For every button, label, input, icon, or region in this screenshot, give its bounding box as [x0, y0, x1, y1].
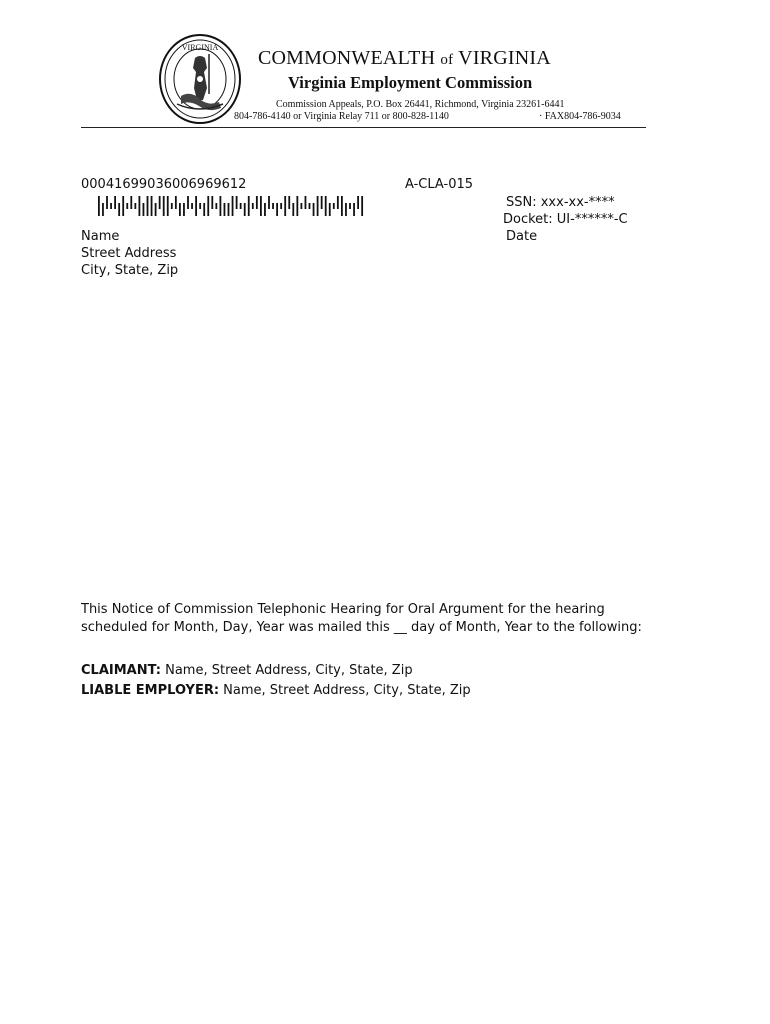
postal-barcode	[98, 196, 368, 216]
barcode-bar	[151, 196, 153, 216]
agency-name: Virginia Employment Commission	[288, 73, 533, 92]
svg-text:VIRGINIA: VIRGINIA	[181, 43, 219, 52]
notice-line-1: This Notice of Commission Telephonic Hearing for Oral Argument for the hearing	[81, 602, 605, 617]
barcode-bar	[102, 203, 104, 216]
agency-fax: · FAX804-786-9034	[539, 111, 621, 122]
barcode-bar	[114, 196, 116, 209]
barcode-bar	[110, 203, 112, 209]
barcode-bar	[191, 203, 193, 209]
barcode-bar	[305, 196, 307, 209]
recipient-name: Name	[81, 229, 120, 244]
barcode-bar	[139, 196, 141, 216]
barcode-bar	[179, 203, 181, 216]
recipient-street: Street Address	[81, 246, 177, 261]
barcode-bar	[256, 196, 258, 209]
barcode-bar	[321, 196, 323, 209]
barcode-bar	[175, 196, 177, 209]
employer-line	[81, 683, 471, 698]
barcode-bar	[325, 196, 327, 216]
barcode-bar	[122, 196, 124, 216]
barcode-bar	[284, 196, 286, 216]
barcode-bar	[106, 196, 108, 209]
barcode-bar	[159, 196, 161, 209]
barcode-bar	[220, 196, 222, 216]
barcode-bar	[301, 203, 303, 209]
barcode-bar	[155, 203, 157, 216]
barcode-bar	[357, 196, 359, 209]
barcode-bar	[163, 196, 165, 216]
barcode-bar	[183, 203, 185, 216]
barcode-bar	[171, 203, 173, 209]
barcode-bar	[167, 196, 169, 216]
barcode-bar	[268, 196, 270, 209]
state-seal-icon	[159, 34, 241, 124]
header-divider	[81, 127, 646, 128]
barcode-bar	[130, 196, 132, 209]
barcode-bar	[317, 196, 319, 216]
recipient-city: City, State, Zip	[81, 263, 179, 278]
barcode-bar	[345, 203, 347, 216]
barcode-bar	[187, 196, 189, 209]
claimant-line	[81, 663, 413, 678]
agency-phone: 804-786-4140 or Virginia Relay 711 or 800-828-1140	[234, 111, 449, 122]
docket-field: Docket: UI-******-C	[503, 212, 628, 227]
header-title-part2: VIRGINIA	[458, 47, 551, 69]
barcode-bar	[147, 196, 149, 216]
barcode-bar	[276, 203, 278, 216]
barcode-bar	[195, 196, 197, 216]
barcode-bar	[309, 203, 311, 209]
barcode-bar	[349, 203, 351, 209]
agency-address: Commission Appeals, P.O. Box 26441, Richmond, Virginia 23261-6441	[276, 99, 565, 110]
claimant-value: Name, Street Address, City, State, Zip	[160, 663, 413, 678]
barcode-bar	[272, 203, 274, 209]
employer-label: LIABLE EMPLOYER:	[81, 683, 220, 698]
barcode-bar	[134, 203, 136, 209]
barcode-bar	[260, 196, 262, 216]
barcode-bar	[236, 196, 238, 209]
claimant-label: CLAIMANT:	[81, 663, 161, 678]
header-title	[258, 47, 551, 70]
barcode-bar	[199, 203, 201, 209]
barcode-bar	[288, 196, 290, 209]
notice-line-2: scheduled for Month, Day, Year was mailed this __ day of Month, Year to the following:	[81, 620, 642, 635]
header-title-of: of	[440, 52, 454, 68]
ssn-field: SSN: xxx-xx-****	[506, 195, 615, 210]
barcode-bar	[329, 203, 331, 216]
barcode-bar	[252, 203, 254, 209]
header-title-part1: COMMONWEALTH	[258, 47, 436, 69]
barcode-bar	[361, 196, 363, 216]
barcode-bar	[211, 196, 213, 209]
barcode-bar	[280, 203, 282, 209]
barcode-bar	[313, 203, 315, 216]
barcode-bar	[126, 203, 128, 209]
barcode-bar	[232, 196, 234, 216]
barcode-bar	[98, 196, 100, 216]
barcode-bar	[228, 203, 230, 216]
barcode-bar	[240, 203, 242, 209]
barcode-bar	[207, 196, 209, 216]
barcode-bar	[244, 203, 246, 216]
barcode-bar	[333, 203, 335, 209]
tracking-number: 00041699036006969612	[81, 177, 247, 192]
barcode-bar	[337, 196, 339, 209]
date-field: Date	[506, 229, 538, 244]
barcode-bar	[215, 203, 217, 209]
barcode-bar	[143, 203, 145, 216]
barcode-bar	[224, 203, 226, 216]
form-code: A-CLA-015	[405, 177, 474, 192]
barcode-bar	[203, 203, 205, 216]
employer-value: Name, Street Address, City, State, Zip	[219, 683, 471, 698]
notice-paragraph	[81, 601, 642, 637]
barcode-bar	[248, 196, 250, 216]
barcode-bar	[341, 196, 343, 216]
barcode-bar	[353, 203, 355, 216]
barcode-bar	[292, 203, 294, 216]
barcode-bar	[118, 203, 120, 216]
barcode-bar	[296, 196, 298, 216]
barcode-bar	[264, 203, 266, 216]
